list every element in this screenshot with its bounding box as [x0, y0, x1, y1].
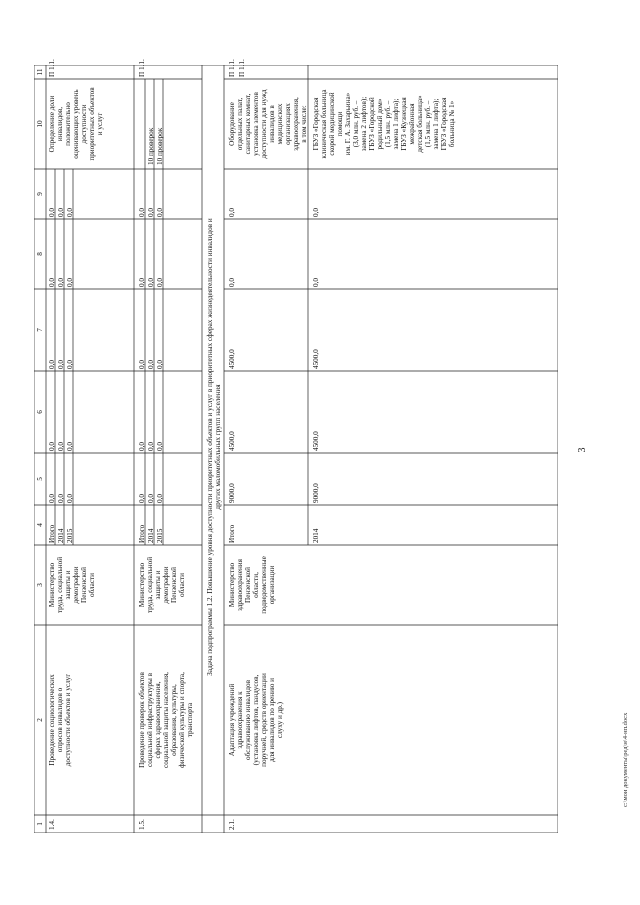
- row-1-4-c7-2014: 0,0: [57, 360, 65, 369]
- row-2-1-indicator-top: Оборудование отдельных палат, санитарных комнат, установка элементов доступности для нужд инвалидов в медицинских организациях здравоохранения, в том числе:: [228, 89, 308, 159]
- row-2-1-c9-total: 0,0: [228, 208, 236, 217]
- row-2-1-year-total: Итого: [228, 524, 236, 543]
- row-2-1-c6-total: 4500,0: [228, 431, 236, 451]
- row-2-1-c7-total: 4500,0: [228, 349, 236, 369]
- row-2-1-executor: Министерство здравоохранения Пензенской области, подведомственные организации: [228, 556, 276, 614]
- row-1-4-c5-2014: 0,0: [57, 494, 65, 503]
- row-2-1-ref-bottom: П 1.1.: [238, 59, 246, 77]
- header-col-2: 2: [36, 718, 44, 722]
- header-col-7: 7: [36, 328, 44, 332]
- row-2-1-ref-top: П 1.1.: [228, 59, 236, 77]
- row-1-5-c5-total: 0,0: [138, 494, 146, 503]
- header-col-9: 9: [36, 192, 44, 196]
- row-1-4-c6-2015: 0,0: [66, 442, 74, 451]
- row-2-1-c6-2014: 4500,0: [312, 431, 320, 451]
- row-1-5-c6-total: 0,0: [138, 442, 146, 451]
- row-2-1-c5-total: 9000,0: [228, 483, 236, 503]
- row-1-5-c7-2015: 0,0: [156, 360, 164, 369]
- row-2-1-c5-2014: 9000,0: [312, 483, 320, 503]
- row-1-5-c9-2015: 0,0: [156, 208, 164, 217]
- row-1-5-year-2014: 2014: [147, 528, 155, 543]
- row-1-5-indicator-2015: 10 проверок: [156, 127, 164, 165]
- row-1-4-c5-total: 0,0: [48, 494, 56, 503]
- row-2-1-c8-total: 0,0: [228, 278, 236, 287]
- row-1-4-c5-2015: 0,0: [66, 494, 74, 503]
- header-col-5: 5: [36, 477, 44, 481]
- row-1-4-c7-2015: 0,0: [66, 360, 74, 369]
- row-2-1-name: Адаптация учреждений здравоохранения к обслуживанию инвалидов (установка лифтов, пандусов, поручней, средств ориентации для инвалидов по зрению и слуху и др.): [228, 673, 284, 767]
- row-1-5-ref: П 1.1.: [138, 59, 146, 77]
- row-1-4-c6-2014: 0,0: [57, 442, 65, 451]
- header-col-1: 1: [36, 822, 44, 826]
- row-1-4-c8-2015: 0,0: [66, 278, 74, 287]
- header-col-8: 8: [36, 252, 44, 256]
- row-1-5-c8-total: 0,0: [138, 278, 146, 287]
- row-1-4-c9-total: 0,0: [48, 208, 56, 217]
- row-2-1-number: 2.1.: [228, 819, 236, 830]
- row-1-5-executor: Министерство труда, социальной защиты и демографии Пензенской области: [138, 556, 186, 614]
- row-1-5-indicator-2014: 10 проверок: [147, 127, 155, 165]
- row-1-5-c9-2014: 0,0: [147, 208, 155, 217]
- row-1-4-c7-total: 0,0: [48, 360, 56, 369]
- row-1-4-c8-2014: 0,0: [57, 278, 65, 287]
- row-1-5-c8-2014: 0,0: [147, 278, 155, 287]
- row-2-1-c8-2014: 0,0: [312, 278, 320, 287]
- row-1-5-c6-2015: 0,0: [156, 442, 164, 451]
- row-1-4-year-2015: 2015: [66, 528, 74, 543]
- row-1-4-indicator: Определение доли инвалидов, положительно оценивающих уровень доступности приоритетных объектов и услуг: [48, 87, 104, 161]
- row-1-5-c5-2015: 0,0: [156, 494, 164, 503]
- row-1-5-c8-2015: 0,0: [156, 278, 164, 287]
- row-1-5-c7-total: 0,0: [138, 360, 146, 369]
- file-path-footer: c:\мои документы\ред\н\4-нп.docx: [622, 712, 629, 807]
- row-1-5-name: Проведение проверок объектов социальной инфраструктуры в сферах здравоохранения, социальной защиты населения, образования, культуры, физической культуры и спорта, транспорта: [138, 672, 194, 768]
- header-col-4: 4: [36, 523, 44, 527]
- row-1-5-year-2015: 2015: [156, 528, 164, 543]
- row-2-1-c9-2014: 0,0: [312, 208, 320, 217]
- row-1-5-c7-2014: 0,0: [147, 360, 155, 369]
- row-2-1-year-2014: 2014: [312, 528, 320, 543]
- row-1-5-year-total: Итого: [138, 524, 146, 543]
- row-1-4-c8-total: 0,0: [48, 278, 56, 287]
- task-title: Задача подпрограммы 1.2. Повышение уровня доступности приоритетных объектов и услуг в приоритетных сферах жизнедеятельности инвалидов и других маломобильных групп населения: [206, 218, 222, 676]
- page-number: 3: [577, 447, 588, 453]
- row-1-5-c9-total: 0,0: [138, 208, 146, 217]
- row-1-4-year-total: Итого: [48, 524, 56, 543]
- row-1-4-year-2014: 2014: [57, 528, 65, 543]
- row-1-4-number: 1.4.: [48, 819, 56, 830]
- header-col-6: 6: [36, 410, 44, 414]
- header-col-10: 10: [36, 120, 44, 128]
- row-1-5-number: 1.5.: [138, 819, 146, 830]
- row-1-4-c6-total: 0,0: [48, 442, 56, 451]
- program-table: [34, 59, 558, 833]
- table-grid-lines: [34, 65, 558, 833]
- row-1-5-c6-2014: 0,0: [147, 442, 155, 451]
- header-col-3: 3: [36, 583, 44, 587]
- row-1-4-c9-2015: 0,0: [66, 208, 74, 217]
- row-1-5-c5-2014: 0,0: [147, 494, 155, 503]
- row-1-4-c9-2014: 0,0: [57, 208, 65, 217]
- row-2-1-indicator-bottom: ГБУЗ «Городская клиническая больница скорой медицинской помощи им. Г. А. Захарьина» (3,0 млн. руб. – замена 2 лифтов); ГБУЗ «Городской родильный дом» (1,5 млн. руб. – замена 1 лифта); ГБУЗ «Кузнецкая межрайонная детская больница» (1,5 млн. руб. – замена 1 лифта); ГБУЗ «Городская больница № 1»: [312, 89, 456, 159]
- row-1-4-name: Проведение социологических опросов инвалидов о доступности объектов и услуг: [48, 673, 72, 767]
- header-col-11: 11: [36, 68, 44, 76]
- row-1-4-executor: Министерство труда, социальной защиты и демографии Пензенской области: [48, 556, 96, 614]
- row-1-4-ref: П 1.1.: [48, 59, 56, 77]
- row-2-1-c7-2014: 4500,0: [312, 349, 320, 369]
